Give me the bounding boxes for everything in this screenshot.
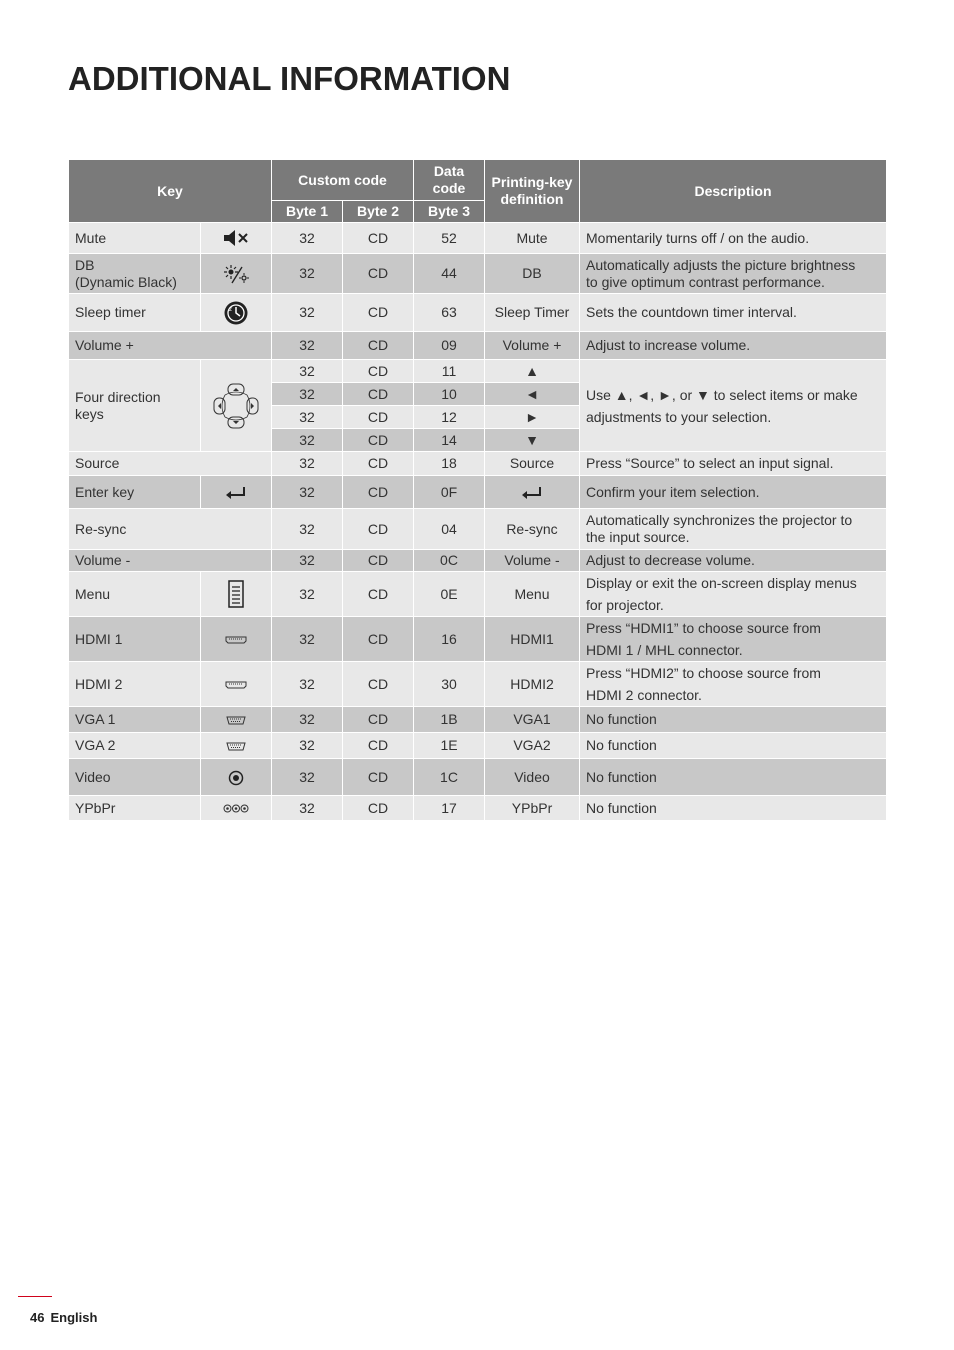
key-name: YPbPr — [69, 796, 201, 821]
byte1: 32 — [272, 617, 343, 662]
byte2: CD — [343, 572, 414, 617]
key-name: HDMI 1 — [69, 617, 201, 662]
byte3: 0E — [414, 572, 485, 617]
key-name: Volume + — [69, 332, 272, 360]
byte1: 32 — [272, 383, 343, 406]
key-name: Mute — [69, 223, 201, 254]
byte2: CD — [343, 733, 414, 759]
byte1: 32 — [272, 662, 343, 707]
key-name: VGA 1 — [69, 707, 201, 733]
description: Display or exit the on-screen display menus for projector. — [580, 572, 887, 617]
header-byte3: Byte 3 — [414, 201, 485, 223]
svg-text:z: z — [229, 306, 232, 313]
description: No function — [580, 707, 887, 733]
byte1: 32 — [272, 452, 343, 476]
table-row — [69, 662, 887, 707]
byte1: 32 — [272, 332, 343, 360]
byte2: CD — [343, 332, 414, 360]
byte1: 32 — [272, 733, 343, 759]
byte3: 04 — [414, 509, 485, 550]
description: Adjust to decrease volume. — [580, 550, 887, 572]
description: No function — [580, 796, 887, 821]
printing-key: ▼ — [485, 429, 580, 452]
printing-key: HDMI1 — [485, 617, 580, 662]
byte1: 32 — [272, 759, 343, 796]
byte2: CD — [343, 796, 414, 821]
ypbpr-jacks-icon — [201, 796, 272, 821]
printing-key: Volume - — [485, 550, 580, 572]
byte1: 32 — [272, 509, 343, 550]
key-name: Volume - — [69, 550, 272, 572]
ir-code-table — [68, 159, 887, 821]
byte3: 12 — [414, 406, 485, 429]
byte1: 32 — [272, 406, 343, 429]
byte2: CD — [343, 383, 414, 406]
byte3: 16 — [414, 617, 485, 662]
description: Press “Source” to select an input signal. — [580, 452, 887, 476]
enter-icon — [201, 476, 272, 509]
printing-key: Re-sync — [485, 509, 580, 550]
byte2: CD — [343, 429, 414, 452]
footer-accent-line — [18, 1296, 52, 1297]
hdmi-connector-icon — [201, 662, 272, 707]
hdmi-connector-icon — [201, 617, 272, 662]
menu-icon — [201, 572, 272, 617]
byte1: 32 — [272, 550, 343, 572]
table-row — [69, 550, 887, 572]
header-custom-code: Custom code — [272, 160, 414, 201]
header-data-code: Data code — [414, 160, 485, 201]
byte2: CD — [343, 406, 414, 429]
byte3: 0F — [414, 476, 485, 509]
vga-connector-icon — [201, 707, 272, 733]
byte1: 32 — [272, 796, 343, 821]
table-row — [69, 332, 887, 360]
vga-connector-icon — [201, 733, 272, 759]
description: Sets the countdown timer interval. — [580, 294, 887, 332]
printing-key: Video — [485, 759, 580, 796]
description: Automatically adjusts the picture brightness to give optimum contrast performance. — [580, 254, 887, 294]
byte3: 44 — [414, 254, 485, 294]
table-row — [69, 572, 887, 617]
byte2: CD — [343, 509, 414, 550]
table-row — [69, 476, 887, 509]
byte3: 10 — [414, 383, 485, 406]
header-byte2: Byte 2 — [343, 201, 414, 223]
byte1: 32 — [272, 360, 343, 383]
byte3: 11 — [414, 360, 485, 383]
page-number: 46 — [30, 1310, 45, 1325]
header-byte1: Byte 1 — [272, 201, 343, 223]
key-name: HDMI 2 — [69, 662, 201, 707]
byte3: 52 — [414, 223, 485, 254]
byte1: 32 — [272, 707, 343, 733]
byte2: CD — [343, 476, 414, 509]
table-row — [69, 733, 887, 759]
key-name: Menu — [69, 572, 201, 617]
byte2: CD — [343, 223, 414, 254]
printing-key: DB — [485, 254, 580, 294]
byte2: CD — [343, 452, 414, 476]
description: Press “HDMI2” to choose source from HDMI 2 connector. — [580, 662, 887, 707]
printing-key: VGA1 — [485, 707, 580, 733]
byte3: 17 — [414, 796, 485, 821]
byte3: 14 — [414, 429, 485, 452]
byte2: CD — [343, 254, 414, 294]
printing-key: Volume + — [485, 332, 580, 360]
byte2: CD — [343, 294, 414, 332]
byte2: CD — [343, 759, 414, 796]
description: Adjust to increase volume. — [580, 332, 887, 360]
byte3: 0C — [414, 550, 485, 572]
printing-key: HDMI2 — [485, 662, 580, 707]
byte3: 1E — [414, 733, 485, 759]
enter-icon — [485, 476, 580, 509]
description: Automatically synchronizes the projector to the input source. — [580, 509, 887, 550]
byte3: 63 — [414, 294, 485, 332]
byte2: CD — [343, 550, 414, 572]
page-title: ADDITIONAL INFORMATION — [68, 60, 511, 97]
sleep-timer-icon — [201, 294, 272, 332]
key-name: VGA 2 — [69, 733, 201, 759]
key-name: Enter key — [69, 476, 201, 509]
byte3: 09 — [414, 332, 485, 360]
key-name: Sleep timer — [69, 294, 201, 332]
description: No function — [580, 733, 887, 759]
byte3: 30 — [414, 662, 485, 707]
dynamic-black-icon — [201, 254, 272, 294]
byte1: 32 — [272, 476, 343, 509]
description: Momentarily turns off / on the audio. — [580, 223, 887, 254]
header-key: Key — [69, 160, 272, 223]
printing-key: ◄ — [485, 383, 580, 406]
printing-key: Mute — [485, 223, 580, 254]
table-row — [69, 509, 887, 550]
byte2: CD — [343, 662, 414, 707]
table-row — [69, 759, 887, 796]
video-jack-icon — [201, 759, 272, 796]
description: Use ▲, ◄, ►, or ▼ to select items or make adjustments to your selection. — [580, 360, 887, 452]
key-name: Four direction keys — [69, 360, 201, 452]
footer-language: English — [50, 1310, 98, 1325]
byte1: 32 — [272, 294, 343, 332]
table-row — [69, 707, 887, 733]
byte1: 32 — [272, 429, 343, 452]
printing-key: Source — [485, 452, 580, 476]
description: Press “HDMI1” to choose source from HDMI 1 / MHL connector. — [580, 617, 887, 662]
key-name: DB (Dynamic Black) — [69, 254, 201, 294]
four-direction-keys-icon — [201, 360, 272, 452]
byte2: CD — [343, 360, 414, 383]
table-row — [69, 223, 887, 254]
printing-key: ▲ — [485, 360, 580, 383]
byte1: 32 — [272, 254, 343, 294]
key-name: Video — [69, 759, 201, 796]
printing-key: Menu — [485, 572, 580, 617]
table-row — [69, 452, 887, 476]
byte2: CD — [343, 707, 414, 733]
table-row — [69, 617, 887, 662]
byte1: 32 — [272, 572, 343, 617]
table-row — [69, 360, 887, 383]
table-row — [69, 796, 887, 821]
byte3: 1C — [414, 759, 485, 796]
key-name: Source — [69, 452, 272, 476]
table-row — [69, 254, 887, 294]
printing-key: Sleep Timer — [485, 294, 580, 332]
page-footer — [30, 1310, 103, 1325]
mute-icon — [201, 223, 272, 254]
byte1: 32 — [272, 223, 343, 254]
key-name: Re-sync — [69, 509, 272, 550]
printing-key: VGA2 — [485, 733, 580, 759]
description: Confirm your item selection. — [580, 476, 887, 509]
byte3: 1B — [414, 707, 485, 733]
byte3: 18 — [414, 452, 485, 476]
table-row — [69, 294, 887, 332]
printing-key: YPbPr — [485, 796, 580, 821]
header-description: Description — [580, 160, 887, 223]
header-printing-key: Printing-key definition — [485, 160, 580, 223]
byte2: CD — [343, 617, 414, 662]
description: No function — [580, 759, 887, 796]
printing-key: ► — [485, 406, 580, 429]
